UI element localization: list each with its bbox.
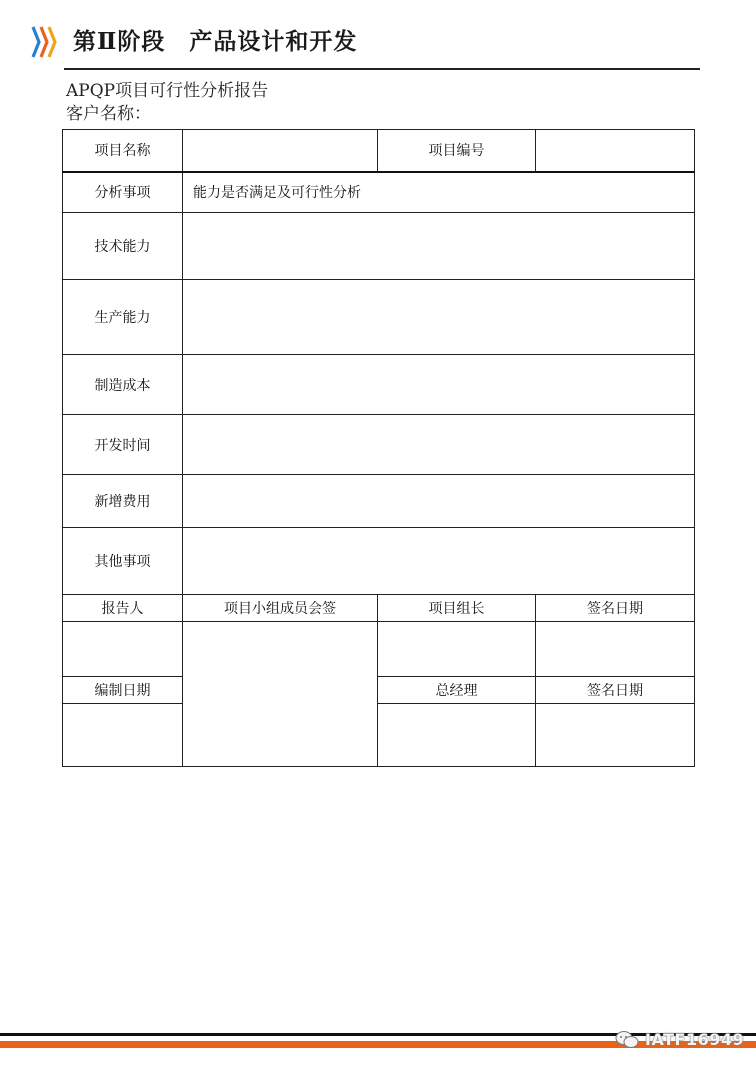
development-time-label: 开发时间 <box>63 415 183 475</box>
technical-capability-field[interactable] <box>183 213 695 280</box>
sign-date-label-2: 签名日期 <box>536 677 695 704</box>
other-items-field[interactable] <box>183 528 695 595</box>
report-title: APQP项目可行性分析报告 <box>66 81 269 101</box>
sign-date-label: 签名日期 <box>536 595 695 622</box>
reporter-label: 报告人 <box>63 595 183 622</box>
header-divider <box>64 68 700 70</box>
manufacturing-cost-label: 制造成本 <box>63 355 183 415</box>
analysis-items-label: 分析事项 <box>63 172 183 213</box>
manufacturing-cost-field[interactable] <box>183 355 695 415</box>
compile-date-field[interactable] <box>63 704 183 767</box>
general-manager-field[interactable] <box>378 704 536 767</box>
feasibility-form-table <box>62 129 695 767</box>
watermark-text: IATF16949 <box>645 1030 745 1049</box>
general-manager-label: 总经理 <box>378 677 536 704</box>
other-items-label: 其他事项 <box>63 528 183 595</box>
page-header-title: 第Ⅱ阶段 产品设计和开发 <box>73 28 358 55</box>
technical-capability-label: 技术能力 <box>63 213 183 280</box>
chevron-arrows-icon <box>30 24 60 60</box>
reporter-field[interactable] <box>63 622 183 677</box>
sign-date-field-2[interactable] <box>536 704 695 767</box>
sign-date-field[interactable] <box>536 622 695 677</box>
team-leader-field[interactable] <box>378 622 536 677</box>
footer-divider <box>0 1033 756 1036</box>
production-capability-field[interactable] <box>183 280 695 355</box>
project-name-field[interactable] <box>183 130 378 172</box>
project-name-label: 项目名称 <box>63 130 183 172</box>
compile-date-label: 编制日期 <box>63 677 183 704</box>
footer-accent-bar <box>0 1041 756 1048</box>
team-sign-label: 项目小组成员会签 <box>183 595 378 622</box>
analysis-items-value: 能力是否满足及可行性分析 <box>183 172 695 213</box>
development-time-field[interactable] <box>183 415 695 475</box>
team-leader-label: 项目组长 <box>378 595 536 622</box>
wechat-icon <box>614 1030 640 1050</box>
project-number-field[interactable] <box>536 130 695 172</box>
team-sign-field[interactable] <box>183 622 378 767</box>
new-cost-field[interactable] <box>183 475 695 528</box>
production-capability-label: 生产能力 <box>63 280 183 355</box>
client-name-label: 客户名称： <box>66 104 151 124</box>
new-cost-label: 新增费用 <box>63 475 183 528</box>
project-number-label: 项目编号 <box>378 130 536 172</box>
